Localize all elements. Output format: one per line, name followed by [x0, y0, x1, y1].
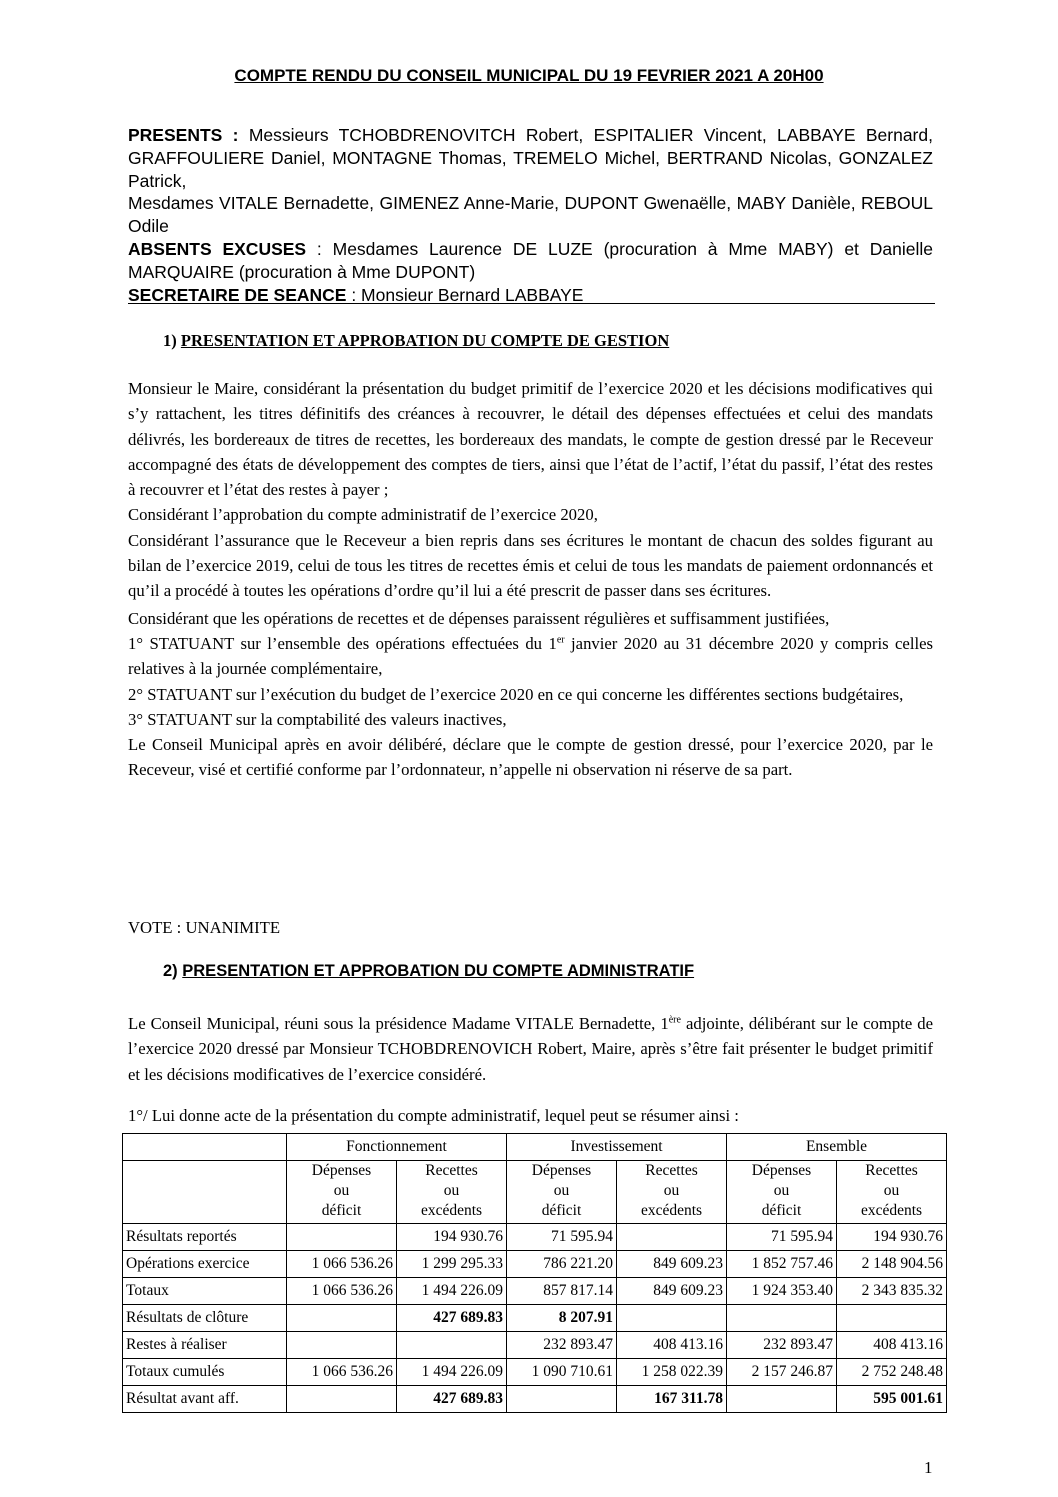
- subheader-line: Dépenses: [531, 1162, 592, 1179]
- table-group-header-row: [123, 1134, 947, 1161]
- row-label: Totaux: [123, 1278, 287, 1305]
- subheader-cell: [837, 1161, 947, 1224]
- table-cell: [287, 1224, 397, 1251]
- paragraph: Le Conseil Municipal après en avoir délibéré, déclare que le compte de gestion dressé, pour l’exercice 2020, par le Receveur, visé et certifié conforme par l’ordonnateur, n’appelle ni observation ni réserve de sa part.: [128, 735, 933, 780]
- subheader-line: excédents: [420, 1202, 483, 1219]
- table-cell: [397, 1332, 507, 1359]
- table-cell: 1 494 226.09: [397, 1278, 507, 1305]
- table-cell: 408 413.16: [837, 1332, 947, 1359]
- table-cell: 1 299 295.33: [397, 1251, 507, 1278]
- group-header-investissement: Investissement: [507, 1134, 727, 1161]
- table-cell: [287, 1386, 397, 1413]
- table-cell: [727, 1386, 837, 1413]
- vote-result: VOTE : UNANIMITE: [128, 918, 281, 937]
- subheader-cell: [617, 1161, 727, 1224]
- table-cell: 857 817.14: [507, 1278, 617, 1305]
- table-cell: 194 930.76: [397, 1224, 507, 1251]
- presents-men: [128, 124, 933, 192]
- subheader-line: ou: [333, 1182, 350, 1199]
- table-cell: 2 752 248.48: [837, 1359, 947, 1386]
- paragraph: [128, 631, 933, 682]
- table-cell: 1 090 710.61: [507, 1359, 617, 1386]
- table-subheader-row: [123, 1161, 947, 1224]
- table-row: [123, 1278, 947, 1305]
- subheader-line: Recettes: [425, 1162, 478, 1179]
- section-2-heading: [163, 962, 694, 981]
- table-row: [123, 1359, 947, 1386]
- table-cell: 1 258 022.39: [617, 1359, 727, 1386]
- table-cell: [287, 1305, 397, 1332]
- table-cell: [617, 1305, 727, 1332]
- row-label: Restes à réaliser: [123, 1332, 287, 1359]
- table-cell: 595 001.61: [837, 1386, 947, 1413]
- table-corner-cell: [123, 1134, 287, 1161]
- table-corner-cell: [123, 1161, 287, 1224]
- paragraph: 3° STATUANT sur la comptabilité des valeurs inactives,: [128, 709, 507, 729]
- subheader-line: Recettes: [865, 1162, 918, 1179]
- table-row: [123, 1332, 947, 1359]
- subheader-line: déficit: [541, 1202, 582, 1219]
- paragraph-part: adjointe, délibérant sur le compte de l’exercice 2020 dressé par Monsieur TCHOBDRENOVICH Robert, Maire, après s’être fait présenter le budget primitif et les décisions modificatives de l’exercice considéré.: [128, 1014, 933, 1084]
- paragraph-part: Le Conseil Municipal, réuni sous la présidence Madame VITALE Bernadette, 1: [128, 1014, 669, 1033]
- superscript: er: [556, 634, 565, 646]
- table-cell: [507, 1386, 617, 1413]
- subheader-line: ou: [773, 1182, 790, 1199]
- subheader-line: ou: [883, 1182, 900, 1199]
- table-intro: 1°/ Lui donne acte de la présentation du compte administratif, lequel peut se résumer ainsi :: [128, 1106, 739, 1125]
- paragraph: Considérant l’approbation du compte administratif de l’exercice 2020,: [128, 505, 598, 525]
- subheader-cell: [507, 1161, 617, 1224]
- secretary-text: : Monsieur Bernard LABBAYE: [346, 284, 584, 305]
- absents: [128, 238, 933, 284]
- subheader-cell: [397, 1161, 507, 1224]
- table-cell: 427 689.83: [397, 1305, 507, 1332]
- group-header-ensemble: Ensemble: [727, 1134, 947, 1161]
- table-cell: [287, 1332, 397, 1359]
- paragraph-part: 1° STATUANT sur l’ensemble des opérations effectuées du 1: [128, 633, 557, 653]
- row-label: Résultat avant aff.: [123, 1386, 287, 1413]
- table-cell: 232 893.47: [507, 1332, 617, 1359]
- section-1-title: PRESENTATION ET APPROBATION DU COMPTE DE GESTION: [180, 331, 670, 350]
- table-cell: 427 689.83: [397, 1386, 507, 1413]
- subheader-line: ou: [553, 1182, 570, 1199]
- table-cell: 71 595.94: [727, 1224, 837, 1251]
- secretary-label: SECRETAIRE DE SEANCE: [128, 284, 347, 305]
- section-2-number: 2): [163, 962, 178, 980]
- subheader-line: excédents: [640, 1202, 703, 1219]
- paragraph: Monsieur le Maire, considérant la présentation du budget primitif de l’exercice 2020 et les décisions modificatives qui s’y rattachent, les titres définitifs des créances à recouvrer, le détail des dépenses effectuées et celui des mandats délivrés, les bordereaux de titres de recettes, les bordereaux des mandats, le compte de gestion dressé par le Receveur accompagné des états de développement des comptes de tiers, ainsi que l’état de l’actif, l’état du passif, l’état des restes à recouvrer et l’état des restes à payer ;: [128, 379, 933, 500]
- row-label: Résultats reportés: [123, 1224, 287, 1251]
- row-label: Totaux cumulés: [123, 1359, 287, 1386]
- table-cell: [727, 1305, 837, 1332]
- subheader-line: Dépenses: [751, 1162, 812, 1179]
- subheader-line: Recettes: [645, 1162, 698, 1179]
- section-1-number: 1): [163, 331, 177, 350]
- table-cell: 849 609.23: [617, 1278, 727, 1305]
- section-1-heading: [163, 331, 669, 351]
- table-cell: 1 066 536.26: [287, 1359, 397, 1386]
- group-header-fonctionnement: Fonctionnement: [287, 1134, 507, 1161]
- table-row: [123, 1386, 947, 1413]
- table-cell: 71 595.94: [507, 1224, 617, 1251]
- table-cell: 408 413.16: [617, 1332, 727, 1359]
- subheader-line: Dépenses: [311, 1162, 372, 1179]
- subheader-line: ou: [443, 1182, 460, 1199]
- section-2-title: PRESENTATION ET APPROBATION DU COMPTE ADMINISTRATIF: [182, 962, 695, 980]
- table-cell: 194 930.76: [837, 1224, 947, 1251]
- table-row: [123, 1224, 947, 1251]
- row-label: Résultats de clôture: [123, 1305, 287, 1332]
- paragraph: Considérant que les opérations de recettes et de dépenses paraissent régulières et suffisamment justifiées,: [128, 608, 830, 628]
- page-number: 1: [924, 1458, 933, 1477]
- paragraph: Considérant l’assurance que le Receveur a bien repris dans ses écritures le montant de chacun des soldes figurant au bilan de l’exercice 2019, celui de tous les titres de recettes émis et celui de tous les mandats de paiement ordonnancés et qu’il a procédé à toutes les opérations d’ordre qu’il lui a été prescrit de passer dans ses écritures.: [128, 530, 933, 601]
- table-cell: 1 494 226.09: [397, 1359, 507, 1386]
- table-cell: [617, 1224, 727, 1251]
- paragraph-part: janvier 2020 au 31 décembre 2020 y compris celles relatives à la journée complémentaire,: [128, 633, 933, 679]
- absents-text: : Mesdames Laurence DE LUZE (procuration à Mme MABY) et Danielle MARQUAIRE (procuration à Mme DUPONT): [128, 238, 933, 282]
- table-row: [123, 1305, 947, 1332]
- paragraph: [128, 1011, 933, 1087]
- subheader-line: ou: [663, 1182, 680, 1199]
- subheader-cell: [287, 1161, 397, 1224]
- table-cell: 232 893.47: [727, 1332, 837, 1359]
- superscript: ère: [668, 1014, 681, 1026]
- presents-men-text: Messieurs TCHOBDRENOVITCH Robert, ESPITALIER Vincent, LABBAYE Bernard, GRAFFOULIERE Daniel, MONTAGNE Thomas, TREMELO Michel, BERTRAND Nicolas, GONZALEZ Patrick,: [128, 125, 933, 191]
- administrative-account-table: [122, 1133, 947, 1413]
- table-cell: [837, 1305, 947, 1332]
- table-cell: 8 207.91: [507, 1305, 617, 1332]
- table-cell: 1 066 536.26: [287, 1278, 397, 1305]
- header-divider: [128, 303, 935, 304]
- table-row: [123, 1251, 947, 1278]
- table-cell: 2 148 904.56: [837, 1251, 947, 1278]
- table-cell: 786 221.20: [507, 1251, 617, 1278]
- document-title: COMPTE RENDU DU CONSEIL MUNICIPAL DU 19 FEVRIER 2021 A 20H00: [234, 66, 824, 85]
- presents-women: Mesdames VITALE Bernadette, GIMENEZ Anne-Marie, DUPONT Gwenaëlle, MABY Danièle, REBOUL Odile: [128, 193, 933, 237]
- table-cell: 849 609.23: [617, 1251, 727, 1278]
- table-cell: 1 852 757.46: [727, 1251, 837, 1278]
- presents-label: PRESENTS :: [128, 125, 239, 145]
- section-2-body: [128, 1011, 933, 1087]
- subheader-cell: [727, 1161, 837, 1224]
- subheader-line: déficit: [761, 1202, 802, 1219]
- attendance-block: [128, 124, 933, 306]
- table-cell: 1 924 353.40: [727, 1278, 837, 1305]
- absents-label: ABSENTS EXCUSES: [128, 238, 307, 259]
- paragraph: 2° STATUANT sur l’exécution du budget de l’exercice 2020 en ce qui concerne les différentes sections budgétaires,: [128, 684, 904, 704]
- table-cell: 167 311.78: [617, 1386, 727, 1413]
- table-cell: 2 343 835.32: [837, 1278, 947, 1305]
- subheader-line: déficit: [321, 1202, 362, 1219]
- subheader-line: excédents: [860, 1202, 923, 1219]
- table-cell: 1 066 536.26: [287, 1251, 397, 1278]
- section-1-body: [128, 376, 933, 783]
- table-cell: 2 157 246.87: [727, 1359, 837, 1386]
- row-label: Opérations exercice: [123, 1251, 287, 1278]
